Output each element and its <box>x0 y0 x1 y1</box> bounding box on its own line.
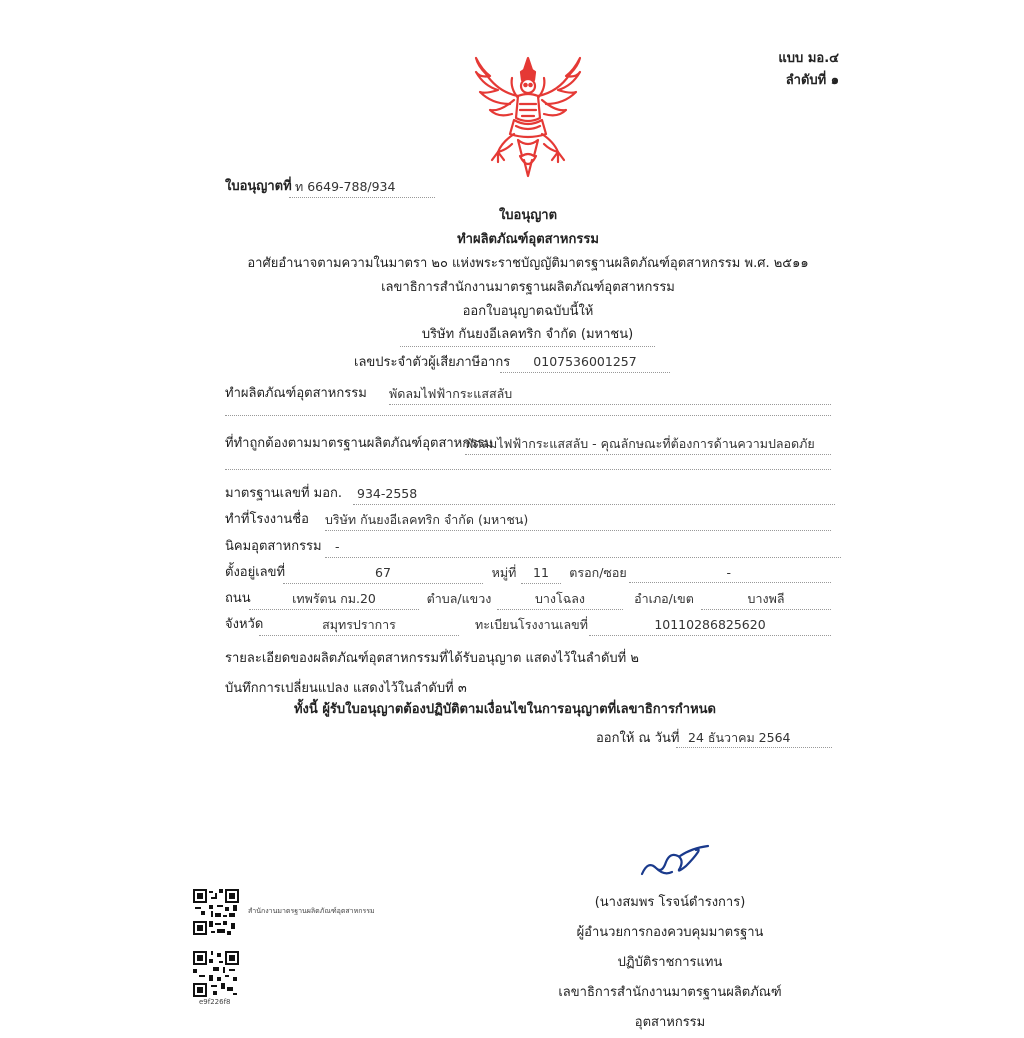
signatory-name: (นางสมพร โรจน์ดำรงการ) <box>594 895 746 910</box>
qr-code-icon <box>193 889 239 935</box>
authority-block <box>0 252 1024 324</box>
garuda-icon <box>468 52 588 182</box>
moo-label: หมู่ที่ <box>491 565 517 580</box>
road-label: ถนน <box>225 591 251 606</box>
garuda-emblem <box>468 52 588 182</box>
secretary-text: เลขาธิการสำนักงานมาตรฐานผลิตภัณฑ์อุตสาหกรรม <box>381 280 675 295</box>
moo-value: 11 <box>521 563 561 584</box>
address-row <box>225 563 831 583</box>
form-number-block <box>778 48 839 92</box>
district-label: อำเภอ/เขต <box>634 591 694 606</box>
condition-note: ทั้งนี้ ผู้รับใบอนุญาตต้องปฏิบัติตามเงื่อนไขในการอนุญาตที่เลขาธิการกำหนด <box>293 702 716 717</box>
signatory-acting: ปฏิบัติราชการแทน <box>617 955 723 970</box>
qr-office-label: สำนักงานมาตรฐานผลิตภัณฑ์อุตสาหกรรม <box>248 907 375 915</box>
issue-date-row <box>596 728 832 750</box>
road-row <box>225 589 831 609</box>
issue-text: ออกใบอนุญาตฉบับนี้ให้ <box>462 304 594 319</box>
estate-label: นิคมอุตสาหกรรม <box>225 539 322 554</box>
qr-code-text: e9f226f8 <box>199 998 231 1006</box>
document-title <box>0 204 1024 252</box>
tis-value: 934-2558 <box>353 484 835 505</box>
estate-value: - <box>325 537 841 558</box>
qr-code-icon <box>193 951 239 997</box>
tax-id-label: เลขประจำตัวผู้เสียภาษีอากร <box>354 355 511 370</box>
subdistrict-label: ตำบล/แขวง <box>426 591 492 606</box>
province-value: สมุทรปราการ <box>259 615 459 636</box>
tax-id-value: 0107536001257 <box>500 352 670 373</box>
signatory-on-behalf: เลขาธิการสำนักงานมาตรฐานผลิตภัณฑ์อุตสาหกรรม <box>558 985 782 1030</box>
issue-date-value: 24 ธันวาคม 2564 <box>676 728 832 748</box>
factory-row <box>225 510 831 530</box>
signature-icon <box>636 838 716 882</box>
factory-label: ทำที่โรงงานชื่อ <box>225 512 309 527</box>
form-code: แบบ มอ.๔ <box>778 51 839 66</box>
standard-label: ที่ทำถูกต้องตามมาตรฐานผลิตภัณฑ์อุตสาหกรรม <box>225 436 493 451</box>
soi-value: - <box>629 563 831 583</box>
blank-line <box>225 468 831 470</box>
signature <box>636 838 716 882</box>
factory-reg-label: ทะเบียนโรงงานเลขที่ <box>475 617 588 632</box>
province-label: จังหวัด <box>225 617 264 632</box>
company-name: บริษัท กันยงอีเลคทริก จำกัด (มหาชน) <box>400 324 655 347</box>
subdistrict-value: บางโฉลง <box>497 589 623 610</box>
issue-date-label: ออกให้ ณ วันที่ <box>596 731 680 746</box>
standard-value: พัดลมไฟฟ้ากระแสสลับ - คุณลักษณะที่ต้องการด้านความปลอดภัย <box>465 434 831 455</box>
tis-label: มาตรฐานเลขที่ มอก. <box>225 486 343 501</box>
title-line-1: ใบอนุญาต <box>498 208 558 223</box>
address-value: 67 <box>283 563 483 584</box>
tis-row <box>225 484 831 504</box>
factory-reg-value: 10110286825620 <box>589 615 831 636</box>
product-row <box>225 384 831 404</box>
road-value: เทพรัตน กม.20 <box>249 589 419 610</box>
signatory-block <box>530 888 810 1038</box>
district-value: บางพลี <box>701 589 831 610</box>
license-number-row <box>225 177 445 197</box>
product-value: พัดลมไฟฟ้ากระแสสลับ <box>389 384 831 405</box>
estate-row <box>225 537 831 557</box>
form-order: ลำดับที่ ๑ <box>785 73 839 88</box>
detail-note: รายละเอียดของผลิตภัณฑ์อุตสาหกรรมที่ได้รับอนุญาต แสดงไว้ในลำดับที่ ๒ <box>225 651 639 666</box>
changes-note: บันทึกการเปลี่ยนแปลง แสดงไว้ในลำดับที่ ๓ <box>225 681 467 696</box>
address-label: ตั้งอยู่เลขที่ <box>225 565 286 580</box>
notes-block <box>225 644 639 704</box>
soi-label: ตรอก/ซอย <box>569 565 627 580</box>
license-number-label: ใบอนุญาตที่ <box>225 179 292 194</box>
tax-id-row <box>354 352 674 374</box>
license-number-value: ท 6649-788/934 <box>289 177 435 198</box>
authority-text: อาศัยอำนาจตามความในมาตรา ๒๐ แห่งพระราชบัญญัติมาตรฐานผลิตภัณฑ์อุตสาหกรรม พ.ศ. ๒๕๑๑ <box>247 256 809 271</box>
signatory-position: ผู้อำนวยการกองควบคุมมาตรฐาน <box>576 925 764 940</box>
blank-line <box>225 414 831 416</box>
standard-row <box>225 434 831 454</box>
province-row <box>225 615 831 635</box>
product-label: ทำผลิตภัณฑ์อุตสาหกรรม <box>225 386 367 401</box>
factory-value: บริษัท กันยงอีเลคทริก จำกัด (มหาชน) <box>325 510 831 531</box>
title-line-2: ทำผลิตภัณฑ์อุตสาหกรรม <box>457 232 599 247</box>
